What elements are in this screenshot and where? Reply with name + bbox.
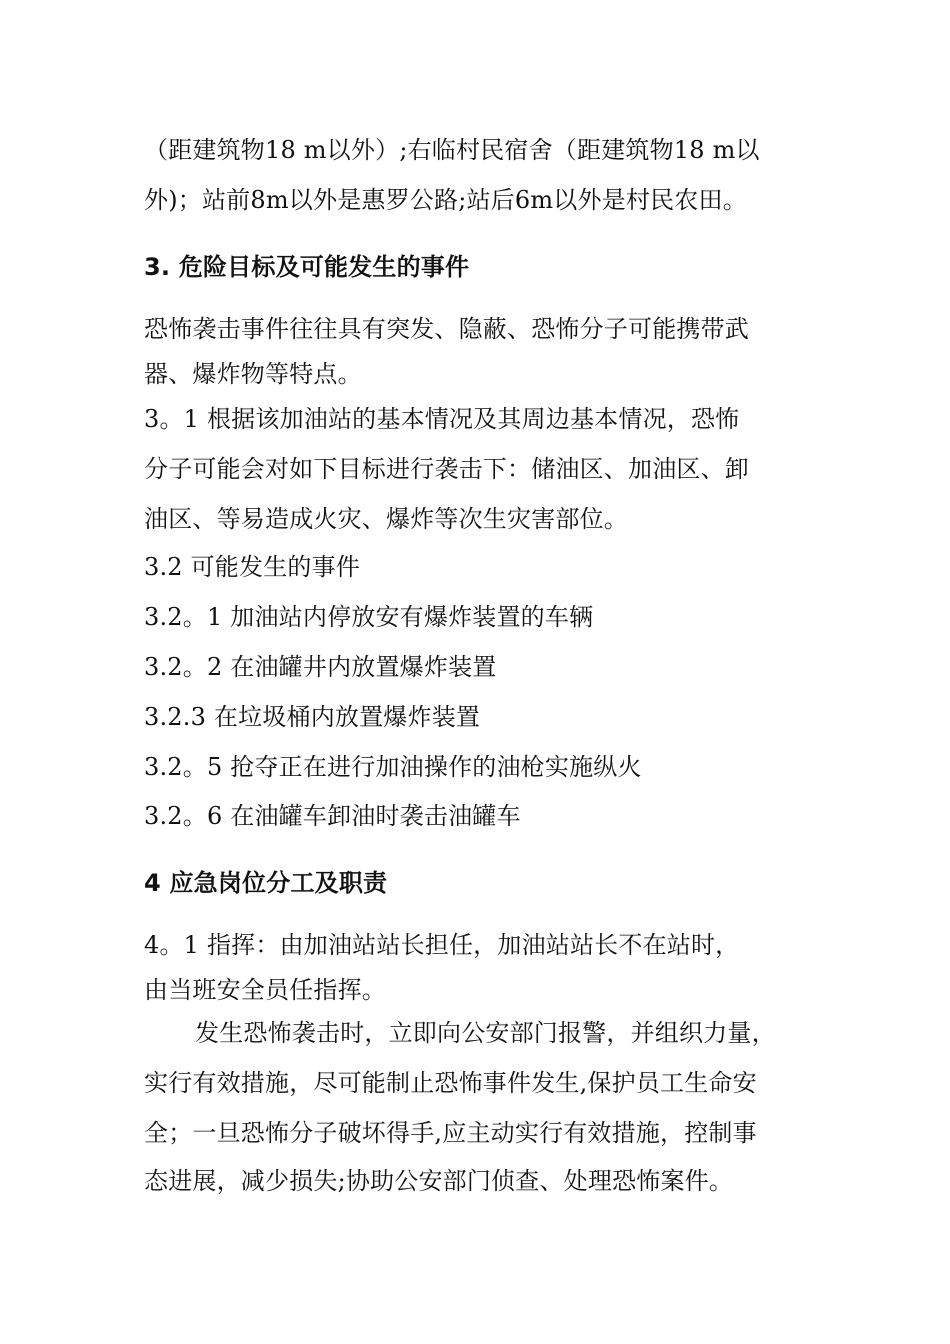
- item-3-2-6: 3.2。6 在油罐车卸油时袭击油罐车: [144, 802, 521, 830]
- subsection-3-2: 3.2 可能发生的事件: [144, 553, 360, 581]
- paragraph-response-line-3: 全；一旦恐怖分子破坏得手,应主动实行有效措施，控制事: [144, 1119, 757, 1147]
- paragraph-4-1-line-2: 由当班安全员任指挥。: [144, 976, 386, 1004]
- paragraph-location-line-2: 外)；站前8m以外是惠罗公路;站后6m以外是村民农田。: [144, 186, 747, 214]
- paragraph-response-line-4: 态进展，减少损失;协助公安部门侦查、处理恐怖案件。: [144, 1167, 734, 1195]
- item-3-2-2: 3.2。2 在油罐井内放置爆炸装置: [144, 653, 497, 681]
- paragraph-4-1-line-1: 4。1 指挥：由加油站站长担任，加油站站长不在站时，: [144, 931, 740, 959]
- item-3-2-1: 3.2。1 加油站内停放安有爆炸装置的车辆: [144, 603, 594, 631]
- paragraph-response-line-1: 发生恐怖袭击时，立即向公安部门报警，并组织力量，: [195, 1019, 776, 1047]
- paragraph-terror-traits-line-2: 器、爆炸物等特点。: [144, 360, 362, 388]
- paragraph-3-1-line-1: 3。1 根据该加油站的基本情况及其周边基本情况，恐怖: [144, 405, 740, 433]
- section-heading-3: 3. 危险目标及可能发生的事件: [144, 253, 470, 281]
- paragraph-response-line-2: 实行有效措施，尽可能制止恐怖事件发生,保护员工生命安: [144, 1069, 757, 1097]
- paragraph-3-1-line-2: 分子可能会对如下目标进行袭击下：储油区、加油区、卸: [144, 455, 749, 483]
- paragraph-terror-traits-line-1: 恐怖袭击事件往往具有突发、隐蔽、恐怖分子可能携带武: [144, 315, 749, 343]
- paragraph-3-1-line-3: 油区、等易造成火灾、爆炸等次生灾害部位。: [144, 505, 628, 533]
- item-3-2-5: 3.2。5 抢夺正在进行加油操作的油枪实施纵火: [144, 753, 642, 781]
- section-heading-4: 4 应急岗位分工及职责: [144, 869, 388, 897]
- item-3-2-3: 3.2.3 在垃圾桶内放置爆炸装置: [144, 703, 481, 731]
- paragraph-location-line-1: （距建筑物18 m以外）;右临村民宿舍（距建筑物18 m以: [144, 136, 760, 164]
